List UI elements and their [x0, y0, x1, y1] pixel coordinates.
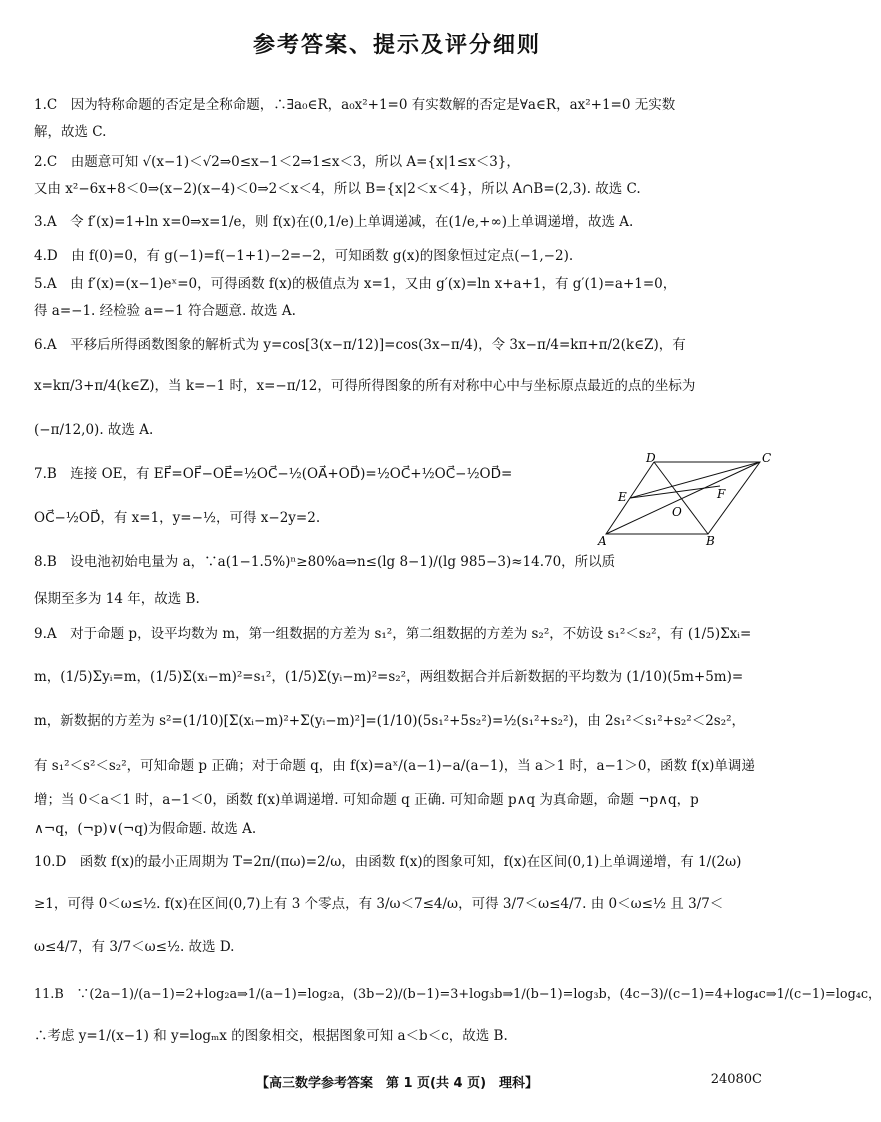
answer-11-line-2: ∴考虑 y=1/(x−1) 和 y=logₘx 的图象相交，根据图象可知 a＜b＜c，故选 B.: [34, 1028, 508, 1044]
point-label-o: O: [672, 505, 682, 519]
answer-9-line-1: 9.A 对于命题 p，设平均数为 m，第一组数据的方差为 s₁²，第二组数据的方差为 s₂²，不妨设 s₁²＜s₂²，有 (1/5)Σxᵢ=: [34, 626, 752, 642]
page-title: 参考答案、提示及评分细则: [252, 33, 541, 58]
answer-1-line-2: 解，故选 C.: [34, 124, 107, 140]
answer-9-line-4: 有 s₁²＜s²＜s₂²，可知命题 p 正确；对于命题 q，由 f(x)=aˣ/(a−1)−a/(a−1)，当 a＞1 时，a−1＞0，函数 f(x)单调递: [34, 758, 755, 774]
answer-6-line-1: 6.A 平移后所得函数图象的解析式为 y=cos[3(x−π/12)]=cos(3x−π/4)，令 3x−π/4=kπ+π/2(k∈Z)，有: [34, 337, 686, 353]
answer-8-line-1: 8.B 设电池初始电量为 a，∵a(1−1.5%)ⁿ≥80%a⇒n≤(lg 8−1)/(lg 985−3)≈14.70，所以质: [34, 554, 616, 570]
answer-10-line-2: ≥1，可得 0＜ω≤½. f(x)在区间(0,7)上有 3 个零点，有 3/ω＜7≤4/ω，可得 3/7＜ω≤4/7. 由 0＜ω≤½ 且 3/7＜: [34, 896, 724, 912]
answer-5-line-2: 得 a=−1. 经检验 a=−1 符合题意. 故选 A.: [34, 303, 296, 319]
answer-6-line-3: (−π/12,0). 故选 A.: [34, 422, 154, 438]
answer-9-line-6: ∧¬q，(¬p)∨(¬q)为假命题. 故选 A.: [34, 821, 257, 837]
answer-9-line-3: m，新数据的方差为 s²=(1/10)[Σ(xᵢ−m)²+Σ(yᵢ−m)²]=(1/10)(5s₁²+5s₂²)=½(s₁²+s₂²)，由 2s₁²＜s₁²+s₂²＜2s₂²，: [34, 713, 746, 729]
answer-8-line-2: 保期至多为 14 年，故选 B.: [34, 591, 200, 607]
point-label-a: A: [598, 534, 607, 548]
point-label-e: E: [618, 490, 627, 504]
answer-10-line-1: 10.D 函数 f(x)的最小正周期为 T=2π/(πω)=2/ω，由函数 f(x)的图象可知，f(x)在区间(0,1)上单调递增，有 1/(2ω): [34, 854, 742, 870]
answer-3-line-1: 3.A 令 f′(x)=1+ln x=0⇒x=1/e，则 f(x)在(0,1/e)上单调递减，在(1/e,+∞)上单调递增，故选 A.: [34, 214, 634, 230]
answer-4-line-1: 4.D 由 f(0)=0，有 g(−1)=f(−1+1)−2=−2，可知函数 g(x)的图象恒过定点(−1,−2).: [34, 248, 574, 264]
answer-9-line-2: m，(1/5)Σyᵢ=m，(1/5)Σ(xᵢ−m)²=s₁²，(1/5)Σ(yᵢ−m)²=s₂²，两组数据合并后新数据的平均数为 (1/10)(5m+5m)=: [34, 669, 744, 685]
answer-1-line-1: 1.C 因为特称命题的否定是全称命题，∴∃a₀∈R，a₀x²+1=0 有实数解的否定是∀a∈R，ax²+1=0 无实数: [34, 97, 676, 113]
point-label-d: D: [646, 451, 656, 465]
page-footer: 【高三数学参考答案 第 1 页(共 4 页) 理科】: [255, 1076, 539, 1091]
diagonal-bd: [654, 462, 708, 534]
answer-2-line-2: 又由 x²−6x+8＜0⇒(x−2)(x−4)＜0⇒2＜x＜4，所以 B={x|2＜x＜4}，所以 A∩B=(2,3). 故选 C.: [34, 181, 641, 197]
diagonal-ac: [606, 462, 760, 534]
answer-2-line-1: 2.C 由题意可知 √(x−1)＜√2⇒0≤x−1＜2⇒1≤x＜3，所以 A={x|1≤x＜3}，: [34, 154, 520, 170]
document-code: 24080C: [710, 1072, 762, 1087]
answer-5-line-1: 5.A 由 f′(x)=(x−1)eˣ=0，可得函数 f(x)的极值点为 x=1，又由 g′(x)=ln x+a+1，有 g′(1)=a+1=0，: [34, 276, 677, 292]
answer-6-line-2: x=kπ/3+π/4(k∈Z)，当 k=−1 时，x=−π/12，可得所得图象的所有对称中心中与坐标原点最近的点的坐标为: [34, 378, 696, 394]
parallelogram-figure: [596, 451, 776, 548]
segment-ef: [630, 486, 720, 498]
point-label-c: C: [762, 451, 772, 465]
answer-7-line-2: OC⃗−½OD⃗，有 x=1，y=−½，可得 x−2y=2.: [34, 510, 321, 526]
answer-7-line-1: 7.B 连接 OE，有 EF⃗=OF⃗−OE⃗=½OC⃗−½(OA⃗+OD⃗)=½OC⃗+½OC⃗−½OD⃗=: [34, 466, 513, 482]
answer-9-line-5: 增；当 0＜a＜1 时，a−1＜0，函数 f(x)单调递增. 可知命题 q 正确. 可知命题 p∧q 为真命题，命题 ¬p∧q，p: [34, 792, 699, 808]
point-label-b: B: [706, 534, 715, 548]
answer-10-line-3: ω≤4/7，有 3/7＜ω≤½. 故选 D.: [34, 939, 235, 955]
point-label-f: F: [717, 487, 726, 501]
answer-11-line-1: 11.B ∵(2a−1)/(a−1)=2+log₂a⇒1/(a−1)=log₂a，(3b−2)/(b−1)=3+log₃b⇒1/(b−1)=log₃b，(4c−3)/(c−1)=4+log₄c⇒1/(c−1)=log₄c，: [34, 987, 881, 1002]
